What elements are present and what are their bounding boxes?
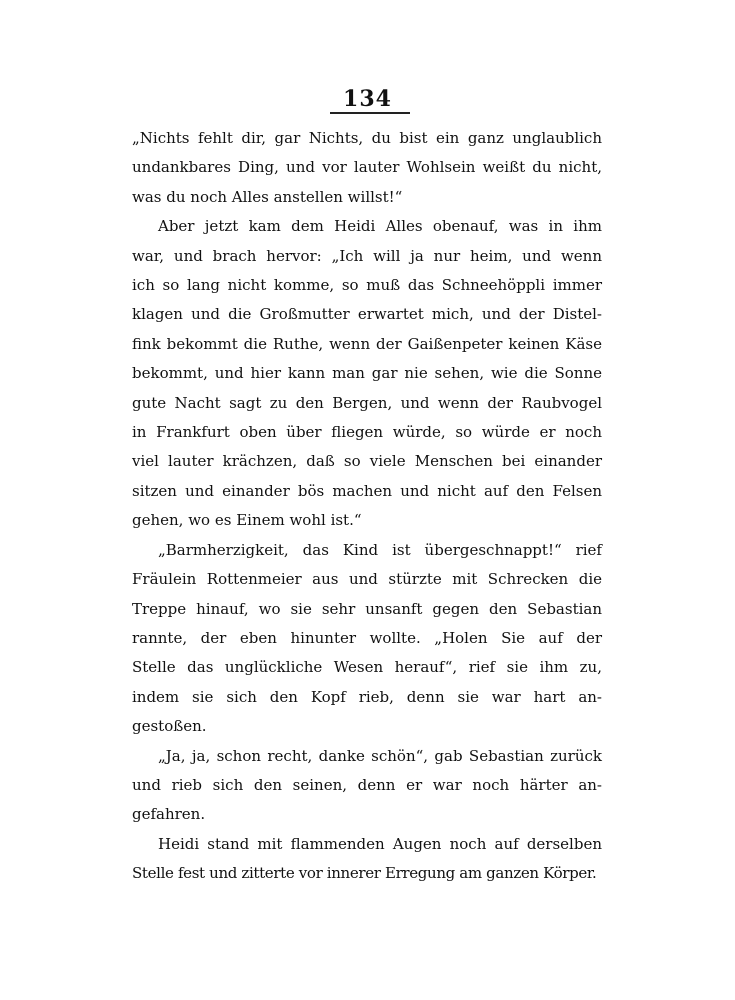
- text-line: gefahren.: [132, 805, 206, 824]
- text-line: „Ja, ja, schon recht, danke schön“, gab Sebastian zurück: [158, 746, 602, 765]
- text-line: undankbares Ding, und vor lauter Wohlsein weißt du nicht,: [132, 158, 602, 177]
- text-line: ich so lang nicht komme, so muß das Schneehöppli immer: [132, 276, 602, 295]
- body-text: [132, 124, 602, 889]
- text-line: was du noch Alles anstellen willst!“: [132, 187, 403, 206]
- paragraph: [132, 742, 602, 830]
- page-number: 134: [343, 86, 392, 112]
- paragraph: [132, 536, 602, 742]
- text-line: in Frankfurt oben über fliegen würde, so würde er noch: [132, 423, 602, 442]
- text-line: Stelle fest und zitterte vor innerer Erregung am ganzen Körper.: [132, 864, 597, 883]
- text-line: rannte, der eben hinunter wollte. „Holen Sie auf der: [132, 628, 602, 647]
- text-line: viel lauter krächzen, daß so viele Menschen bei einander: [132, 452, 602, 471]
- text-line: sitzen und einander bös machen und nicht auf den Felsen: [132, 481, 602, 500]
- text-line: bekommt, und hier kann man gar nie sehen, wie die Sonne: [132, 364, 602, 383]
- text-line: Fräulein Rottenmeier aus und stürzte mit Schrecken die: [132, 570, 602, 589]
- text-line: war, und brach hervor: „Ich will ja nur heim, und wenn: [132, 246, 602, 265]
- text-line: klagen und die Großmutter erwartet mich, und der Distel-: [132, 305, 602, 324]
- paragraph: [132, 830, 602, 889]
- text-line: gute Nacht sagt zu den Bergen, und wenn der Raubvogel: [132, 393, 602, 412]
- page-number-rule: [330, 112, 410, 114]
- paragraph: [132, 212, 602, 535]
- text-line: fink bekommt die Ruthe, wenn der Gaißenpeter keinen Käse: [132, 334, 602, 353]
- text-line: „Nichts fehlt dir, gar Nichts, du bist ein ganz unglaublich: [132, 129, 602, 147]
- text-line: indem sie sich den Kopf rieb, denn sie war hart an-: [132, 687, 602, 706]
- text-line: Stelle das unglückliche Wesen herauf“, rief sie ihm zu,: [132, 658, 602, 677]
- text-line: Aber jetzt kam dem Heidi Alles obenauf, was in ihm: [158, 217, 602, 236]
- text-line: Heidi stand mit flammenden Augen noch auf derselben: [158, 834, 602, 853]
- text-line: gestoßen.: [132, 717, 207, 736]
- paragraph: [132, 124, 602, 212]
- text-line: und rieb sich den seinen, denn er war noch härter an-: [132, 775, 602, 794]
- text-line: Treppe hinauf, wo sie sehr unsanft gegen den Sebastian: [132, 599, 602, 618]
- text-line: „Barmherzigkeit, das Kind ist übergeschnappt!“ rief: [158, 540, 602, 559]
- text-line: gehen, wo es Einem wohl ist.“: [132, 511, 362, 530]
